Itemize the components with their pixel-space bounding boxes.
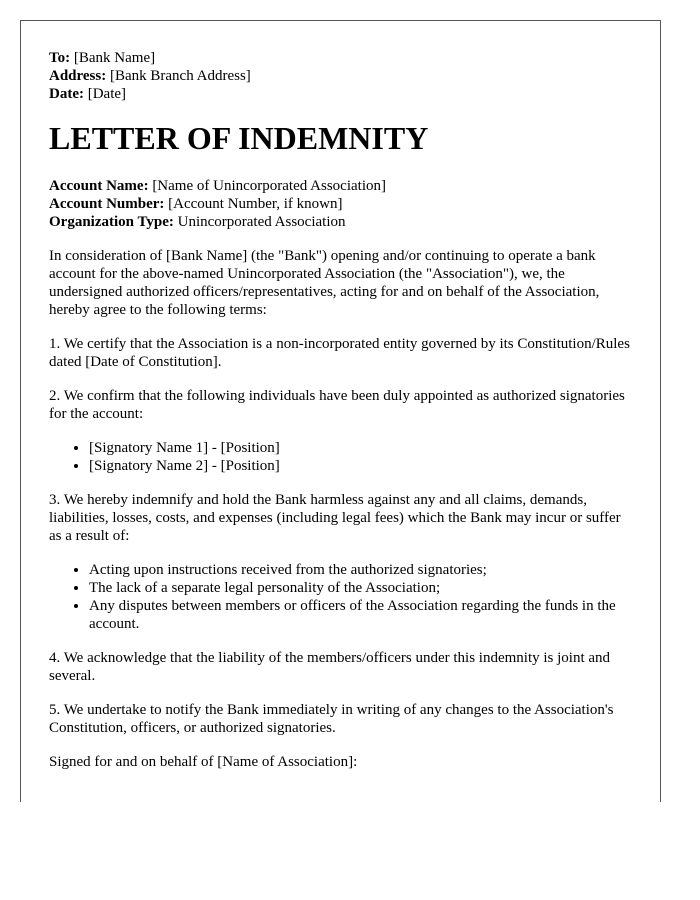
clause-3: 3. We hereby indemnify and hold the Bank harmless against any and all claims, demands, liabilities, losses, costs, and expenses (including legal fees) which the Bank may incur or suffer as a result of:	[49, 492, 621, 544]
date-value: [Date]	[83, 86, 127, 102]
signatory-list	[49, 439, 632, 475]
account-number-line	[49, 195, 632, 213]
to-label: To:	[49, 50, 71, 66]
list-item: • [Signatory Name 1] - [Position]	[89, 439, 632, 457]
organization-type-value: Unincorporated Association	[173, 214, 346, 230]
clause-4: 4. We acknowledge that the liability of the members/officers under this indemnity is joint and several.	[49, 650, 611, 684]
list-item: • Acting upon instructions received from the authorized signatories;	[89, 561, 632, 579]
intro-paragraph: In consideration of [Bank Name] (the "Bank") opening and/or continuing to operate a bank account for the above-named Unincorporated Association (the "Association"), we, the undersigned authorized officers/representatives, acting for and on behalf of the Association, hereby agree to the following terms:	[49, 248, 600, 318]
address-value: [Bank Branch Address]	[106, 68, 251, 84]
to-line	[49, 49, 632, 67]
indemnity-conditions-list	[49, 561, 632, 633]
account-name-label: Account Name:	[49, 178, 149, 194]
letter-page	[20, 20, 661, 802]
date-label: Date:	[49, 86, 84, 102]
clause-1: 1. We certify that the Association is a non-incorporated entity governed by its Constitution/Rules dated [Date of Constitution].	[49, 336, 630, 370]
letter-header	[49, 49, 632, 103]
address-label: Address:	[49, 68, 107, 84]
account-number-value: [Account Number, if known]	[164, 196, 343, 212]
organization-type-line	[49, 213, 632, 231]
account-name-value: [Name of Unincorporated Association]	[148, 178, 386, 194]
list-item: • The lack of a separate legal personality of the Association;	[89, 579, 632, 597]
date-line	[49, 85, 632, 103]
account-details	[49, 177, 632, 231]
clause-2: 2. We confirm that the following individuals have been duly appointed as authorized signatories for the account:	[49, 388, 625, 422]
to-value: [Bank Name]	[70, 50, 156, 66]
account-number-label: Account Number:	[49, 196, 165, 212]
letter-title: LETTER OF INDEMNITY	[49, 120, 429, 156]
clause-5: 5. We undertake to notify the Bank immediately in writing of any changes to the Association's Constitution, officers, or authorized signatories.	[49, 702, 614, 736]
list-item: • Any disputes between members or officers of the Association regarding the funds in the account.	[89, 597, 632, 633]
address-line	[49, 67, 632, 85]
list-item: • [Signatory Name 2] - [Position]	[89, 457, 632, 475]
signature-line: Signed for and on behalf of [Name of Association]:	[49, 754, 358, 770]
account-name-line	[49, 177, 632, 195]
organization-type-label: Organization Type:	[49, 214, 174, 230]
